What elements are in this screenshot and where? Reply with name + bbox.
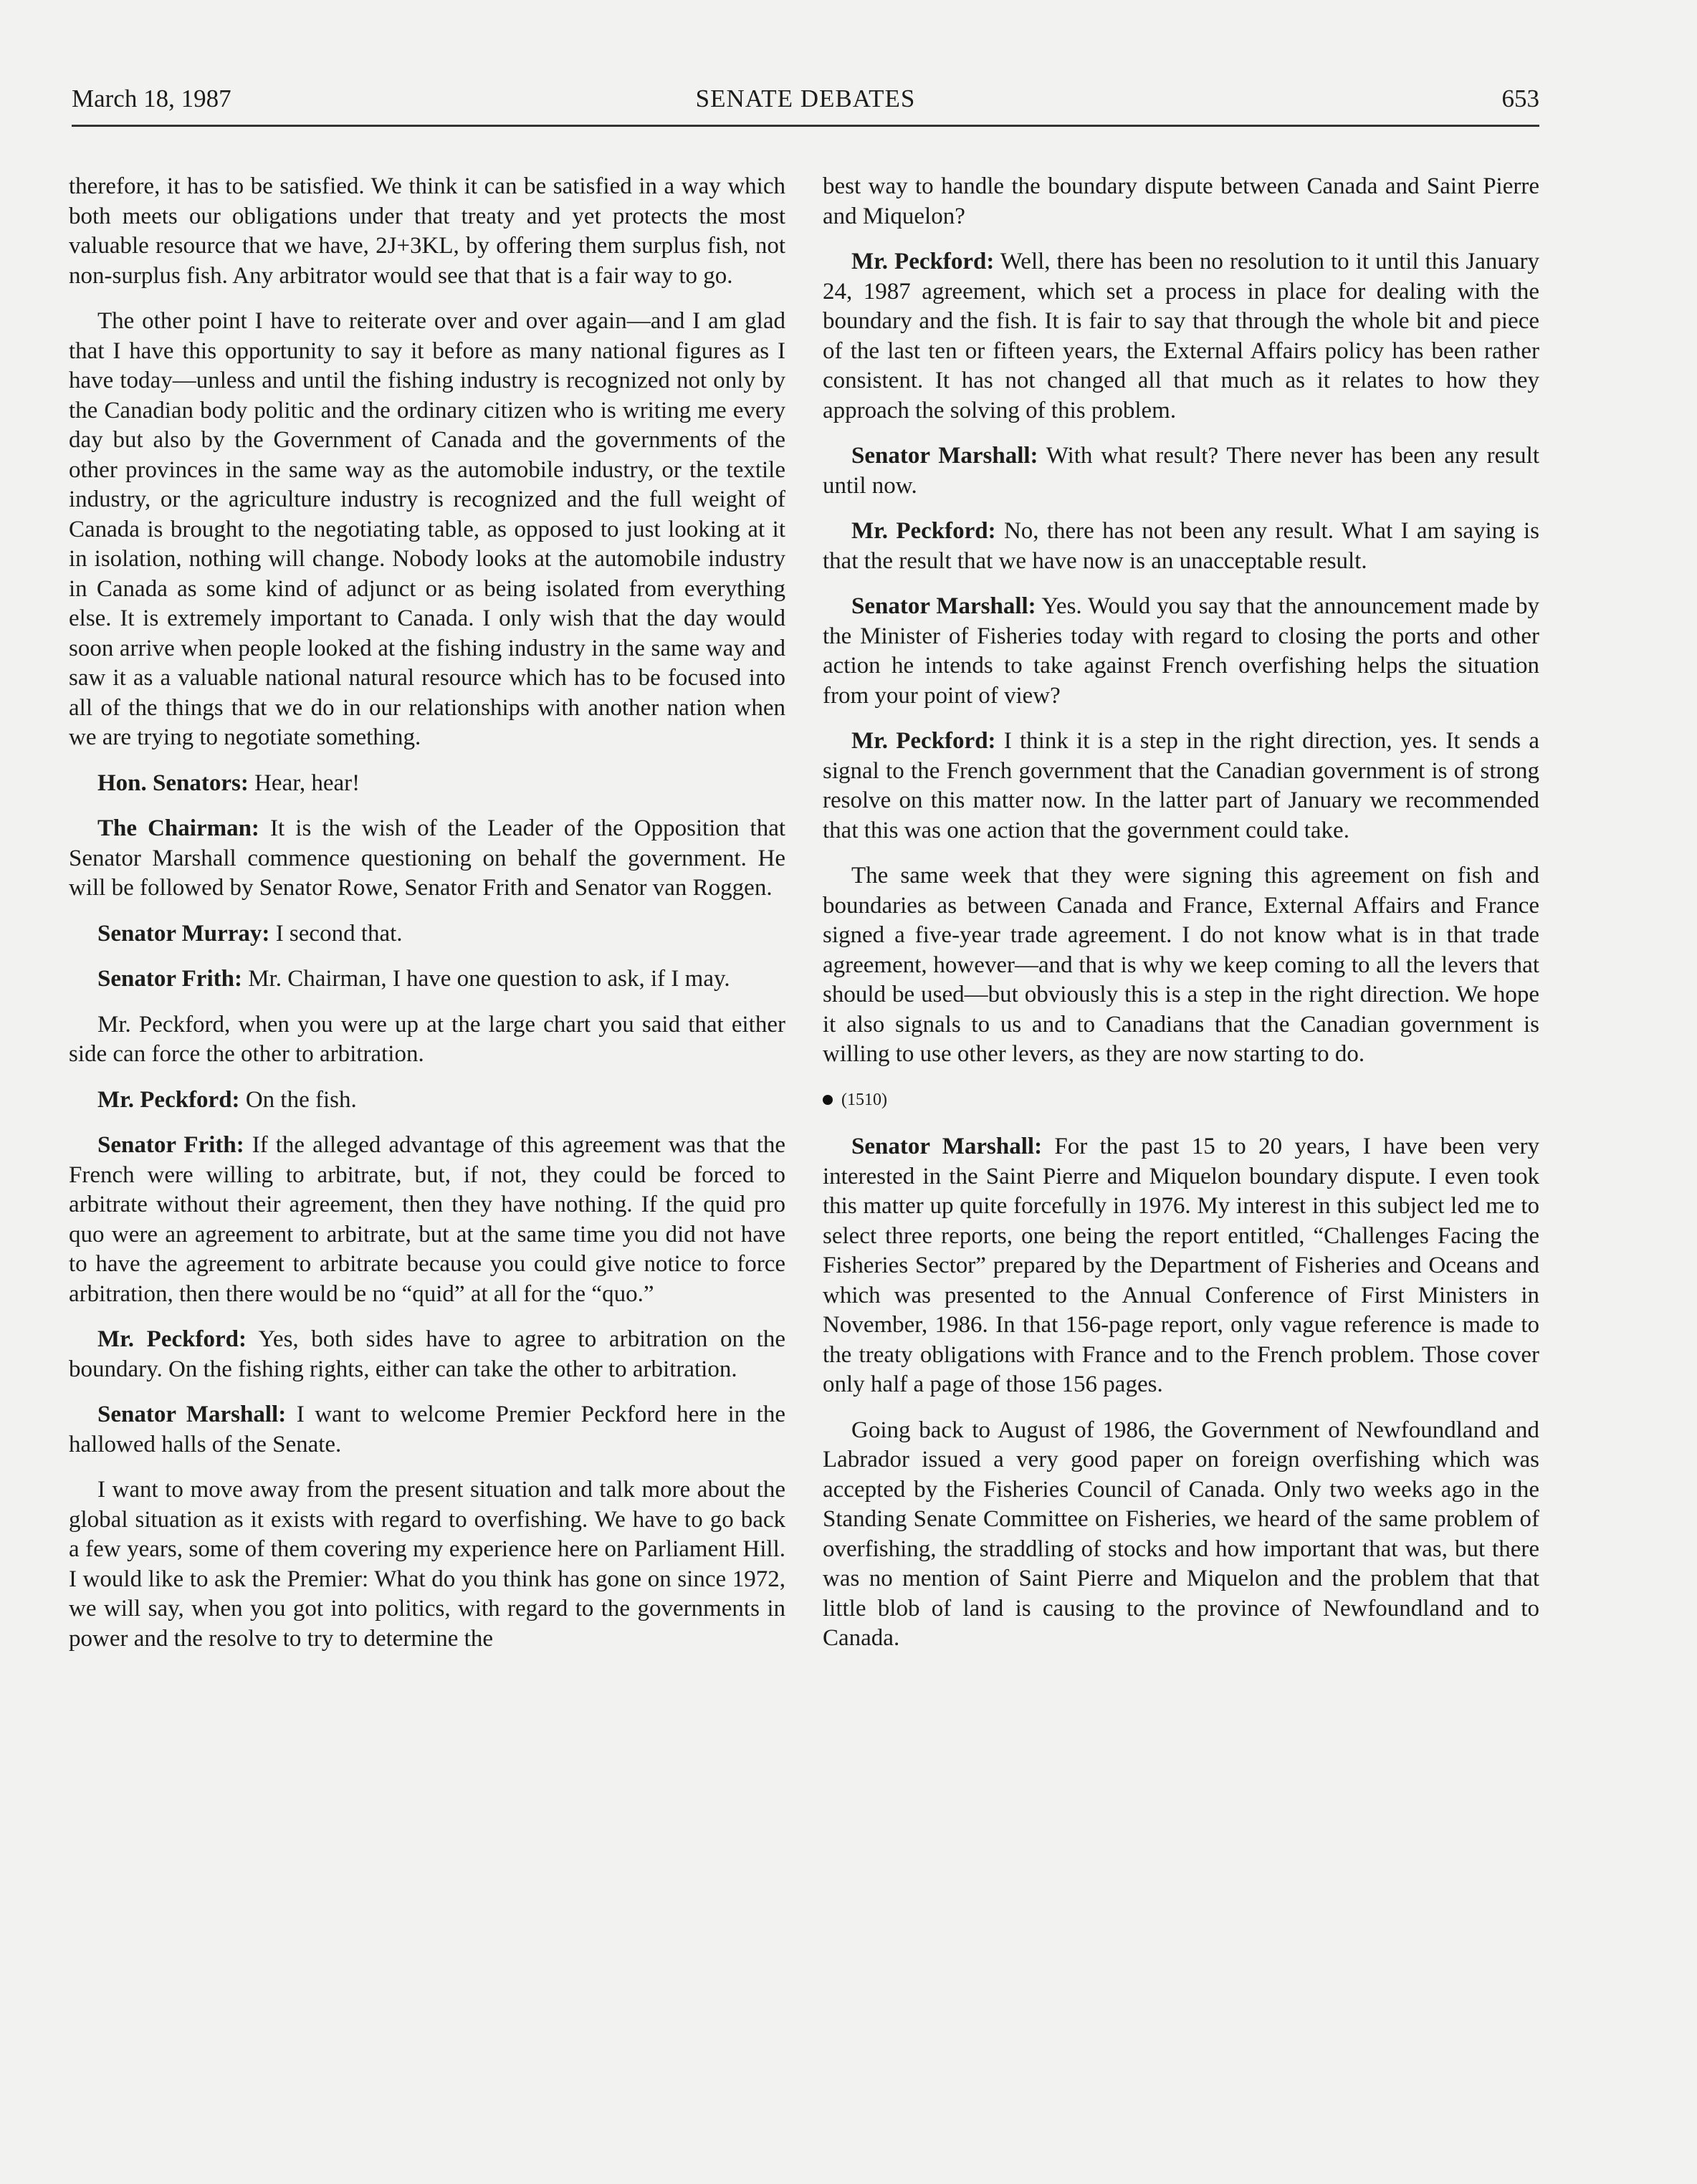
- speaker-name: Senator Marshall:: [851, 593, 1036, 619]
- paragraph-text: Yes, both sides have to agree to arbitration on the boundary. On the fishing rights, either can take the other to arbitration.: [69, 1326, 785, 1382]
- paragraph-text: Yes. Would you say that the announcement made by the Minister of Fisheries today with regard to closing the ports and other action he intends to take against French overfishing helps the situation from your point of view?: [823, 593, 1539, 709]
- paragraph-text: On the fish.: [245, 1086, 357, 1113]
- header-date: March 18, 1987: [72, 85, 231, 112]
- right-column-bottom: [823, 1132, 1539, 1654]
- paragraph-text: I think it is a step in the right direction, yes. It sends a signal to the French government that the Canadian government is of strong resolve on this matter now. In the latter part of January we recommended that this was one action that the government could take.: [823, 728, 1539, 843]
- paragraph: [69, 1475, 785, 1654]
- speaker-name: Mr. Peckford:: [851, 249, 995, 274]
- paragraph: [69, 1325, 785, 1384]
- paragraph: [69, 1086, 785, 1116]
- paragraph-text: No, there has not been any result. What I am saying is that the result that we have now is an unacceptable result.: [823, 518, 1539, 574]
- speaker-name: Senator Murray:: [97, 920, 270, 947]
- speaker-name: Senator Marshall:: [97, 1402, 287, 1427]
- paragraph-text: best way to handle the boundary dispute between Canada and Saint Pierre and Miquelon?: [823, 173, 1539, 229]
- speaker-name: Senator Marshall:: [851, 1134, 1043, 1159]
- paragraph-text: If the alleged advantage of this agreement was that the French were willing to arbitrate, but, if not, they could be forced to arbitrate without their agreement, then they have nothing. If the quid pro quo were an agreement to arbitrate, but at the same time you did not have to have the agreement to arbitrate because you could give notice to force arbitration, then there would be no “quid” at all for the “quo.”: [69, 1132, 786, 1307]
- paragraph: [823, 1132, 1539, 1400]
- paragraph: [823, 861, 1539, 1070]
- paragraph-text: I want to move away from the present situation and talk more about the global situation as it exists with regard to overfishing. We have to go back a few years, some of them covering my experience here on Parliament Hill. I would like to ask the Premier: What do you think has gone on since 1972, we will say, when you got into politics, with regard to the governments in power and the resolve to try to determine the: [69, 1477, 785, 1652]
- paragraph: [69, 769, 785, 799]
- speaker-name: The Chairman:: [97, 815, 259, 841]
- paragraph: [69, 1400, 785, 1460]
- paragraph: [69, 1131, 785, 1309]
- time-marker-label: (1510): [841, 1090, 887, 1109]
- paragraph: [69, 1010, 785, 1070]
- paragraph: [823, 247, 1539, 426]
- speaker-name: Mr. Peckford:: [851, 728, 996, 754]
- speaker-name: Hon. Senators:: [97, 770, 249, 796]
- speaker-name: Senator Frith:: [97, 1132, 244, 1158]
- right-column-top: [823, 172, 1539, 1070]
- paragraph-text: The other point I have to reiterate over and over again—and I am glad that I have this opportunity to say it before as many national figures as I have today—unless and until the fishing industry is recognized not only by the Canadian body politic and the ordinary citizen who is writing me every day but also by the Government of Canada and the governments of the other provinces in the same way as the automobile industry, or the textile industry, or the agriculture industry is recognized and the full weight of Canada is brought to the negotiating table, as opposed to just looking at it in isolation, nothing will change. Nobody looks at the automobile industry in Canada as some kind of adjunct or as being isolated from everything else. It is extremely important to Canada. I only wish that the day would soon arrive when people looked at the fishing industry in the same way and saw it as a valuable national natural resource which has to be focused into all of the things that we do in our relationships with another nation when we are trying to negotiate something.: [69, 308, 785, 750]
- paragraph: [823, 1416, 1539, 1654]
- paragraph-text: I want to welcome Premier Peckford here in the hallowed halls of the Senate.: [69, 1402, 785, 1457]
- page-number: 653: [1501, 85, 1539, 112]
- left-column: [69, 172, 785, 1670]
- paragraph-text: therefore, it has to be satisfied. We think it can be satisfied in a way which both meets our obligations under that treaty and yet protects the most valuable resource that we have, 2J+3KL, by offering them surplus fish, not non-surplus fish. Any arbitrator would see that that is a fair way to go.: [69, 173, 785, 289]
- speaker-name: Senator Marshall:: [851, 443, 1038, 469]
- paragraph: [69, 814, 785, 904]
- paragraph: [823, 517, 1539, 576]
- header-title: SENATE DEBATES: [695, 85, 916, 112]
- paragraph-text: Mr. Chairman, I have one question to ask, if I may.: [248, 966, 730, 992]
- paragraph-text: The same week that they were signing this agreement on fish and boundaries as between Canada and France, External Affairs and France signed a five-year trade agreement. I do not know what is in that trade agreement, however—and that is why we keep coming to all the levers that should be used—but obviously this is a step in the right direction. We hope it also signals to us and to Canadians that the Canadian government is willing to use other levers, as they are now starting to do.: [823, 863, 1539, 1067]
- paragraph: [823, 441, 1539, 501]
- paragraph-text: Mr. Peckford, when you were up at the large chart you said that either side can force the other to arbitration.: [69, 1011, 785, 1067]
- paragraph-text: I second that.: [275, 920, 403, 947]
- paragraph: [69, 919, 785, 949]
- speaker-name: Senator Frith:: [97, 966, 242, 992]
- speaker-name: Mr. Peckford:: [97, 1326, 247, 1352]
- paragraph-text: For the past 15 to 20 years, I have been very interested in the Saint Pierre and Miquelon boundary dispute. I even took this matter up quite forcefully in 1976. My interest in this subject led me to select three reports, one being the report entitled, “Challenges Facing the Fisheries Sector” prepared by the Department of Fisheries and Oceans and which was presented to the Annual Conference of First Ministers in November, 1986. In that 156-page report, only vague reference is made to the treaty obligations with France and to the French problem. Those cover only half a page of those 156 pages.: [823, 1134, 1539, 1397]
- paragraph: [69, 307, 785, 753]
- paragraph-text: With what result? There never has been any result until now.: [823, 443, 1539, 499]
- paragraph: [69, 964, 785, 995]
- paragraph: [69, 172, 785, 291]
- paragraph-text: Hear, hear!: [254, 770, 360, 796]
- time-marker: [823, 1086, 1539, 1116]
- bullet-icon: [823, 1095, 833, 1105]
- page-header: [72, 85, 1539, 127]
- paragraph: [823, 727, 1539, 846]
- right-column: [823, 172, 1539, 1670]
- paragraph-text: Going back to August of 1986, the Government of Newfoundland and Labrador issued a very good paper on foreign overfishing which was accepted by the Fisheries Council of Canada. Only two weeks ago in the Standing Senate Committee on Fisheries, we heard of the same problem of overfishing, the straddling of stocks and how important that was, but there was no mention of Saint Pierre and Miquelon and the problem that that little blob of land is causing to the province of Newfoundland and to Canada.: [823, 1417, 1539, 1651]
- paragraph-text: It is the wish of the Leader of the Opposition that Senator Marshall commence questioning on behalf the government. He will be followed by Senator Rowe, Senator Frith and Senator van Roggen.: [69, 815, 786, 901]
- speaker-name: Mr. Peckford:: [97, 1086, 240, 1113]
- speaker-name: Mr. Peckford:: [851, 518, 996, 544]
- paragraph-text: Well, there has been no resolution to it until this January 24, 1987 agreement, which set a process in place for dealing with the boundary and the fish. It is fair to say that through the whole bit and piece of the last ten or fifteen years, the External Affairs policy has been rather consistent. It has not changed all that much as it relates to how they approach the solving of this problem.: [823, 249, 1539, 423]
- paragraph: [823, 592, 1539, 711]
- paragraph: [823, 172, 1539, 231]
